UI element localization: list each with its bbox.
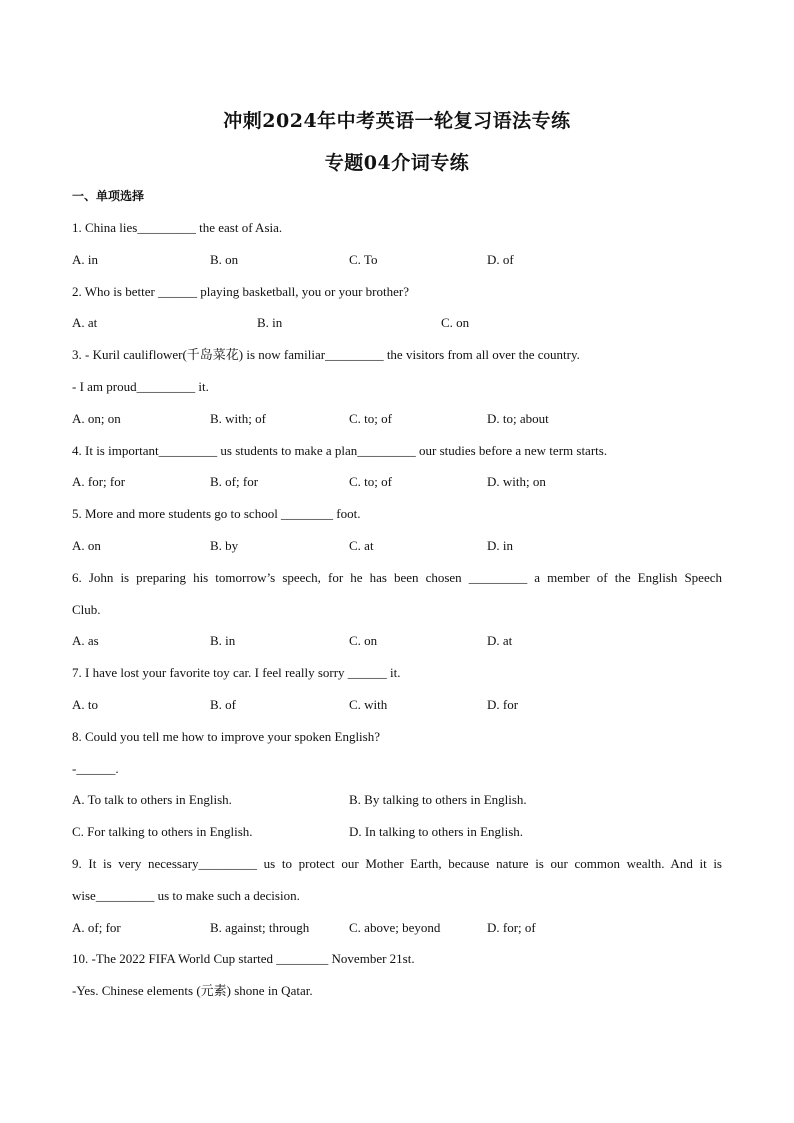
question-8-option-a: A. To talk to others in English. [72,792,232,807]
question-9-option-c: C. above; beyond [349,920,441,935]
question-2-stem: 2. Who is better ______ playing basketball, you or your brother? [72,284,409,299]
question-6-option-d: D. at [487,633,513,648]
question-6-option-b: B. in [210,633,236,648]
question-2-option-b: B. in [257,315,283,330]
question-5-option-c: C. at [349,538,374,553]
question-1-option-c: C. To [349,252,378,267]
question-5-option-d: D. in [487,538,513,553]
question-4-stem: 4. It is important_________ us students to make a plan_________ our studies before a new term starts. [72,443,608,458]
question-6-stem: 6. John is preparing his tomorrow’s speech, for he has been chosen _________ a member of the English Speech [72,570,722,585]
question-4-option-b: B. of; for [210,474,259,489]
question-6-option-c: C. on [349,633,378,648]
question-6-stem-line2: Club. [72,602,101,617]
question-8-option-c: C. For talking to others in English. [72,824,253,839]
question-9-stem-line2: wise_________ us to make such a decision. [72,888,300,903]
question-3-option-c: C. to; of [349,411,392,426]
question-4-option-c: C. to; of [349,474,392,489]
question-5-stem: 5. More and more students go to school ________ foot. [72,506,361,521]
question-1-option-a: A. in [72,252,98,267]
question-3-option-b: B. with; of [210,411,266,426]
question-7-option-d: D. for [487,697,519,712]
question-7-option-c: C. with [349,697,388,712]
question-7-option-a: A. to [72,697,98,712]
question-8-stem: 8. Could you tell me how to improve your spoken English? [72,729,380,744]
question-1-option-b: B. on [210,252,239,267]
question-7-option-b: B. of [210,697,236,712]
page-subtitle: 专题04介词专练 [324,152,470,174]
question-1-stem: 1. China lies_________ the east of Asia. [72,220,283,235]
question-9-option-b: B. against; through [210,920,310,935]
question-5-option-a: A. on [72,538,101,553]
question-1-option-d: D. of [487,252,514,267]
question-3-option-a: A. on; on [72,411,121,426]
question-9-option-a: A. of; for [72,920,121,935]
page-title: 冲刺2024年中考英语一轮复习语法专练 [223,110,571,132]
question-4-option-d: D. with; on [487,474,546,489]
question-3-stem: 3. - Kuril cauliflower(千岛菜花) is now familiar_________ the visitors from all over the country. [72,347,580,362]
question-10-stem: 10. -The 2022 FIFA World Cup started ________ November 21st. [72,951,415,966]
question-10-stem-line2: -Yes. Chinese elements (元素) shone in Qatar. [72,983,313,998]
question-9-stem: 9. It is very necessary_________ us to protect our Mother Earth, because nature is our common wealth. And it is [72,856,722,871]
question-8-stem-line2: -______. [72,761,119,776]
question-9-option-d: D. for; of [487,920,536,935]
question-7-stem: 7. I have lost your favorite toy car. I feel really sorry ______ it. [72,665,401,680]
question-8-option-d: D. In talking to others in English. [349,824,524,839]
question-3-stem-line2: - I am proud_________ it. [72,379,209,394]
question-6-option-a: A. as [72,633,99,648]
question-5-option-b: B. by [210,538,239,553]
question-2-option-c: C. on [441,315,470,330]
section-title: 一、单项选择 [72,189,145,203]
question-3-option-d: D. to; about [487,411,549,426]
question-8-option-b: B. By talking to others in English. [349,792,527,807]
question-4-option-a: A. for; for [72,474,126,489]
question-2-option-a: A. at [72,315,98,330]
